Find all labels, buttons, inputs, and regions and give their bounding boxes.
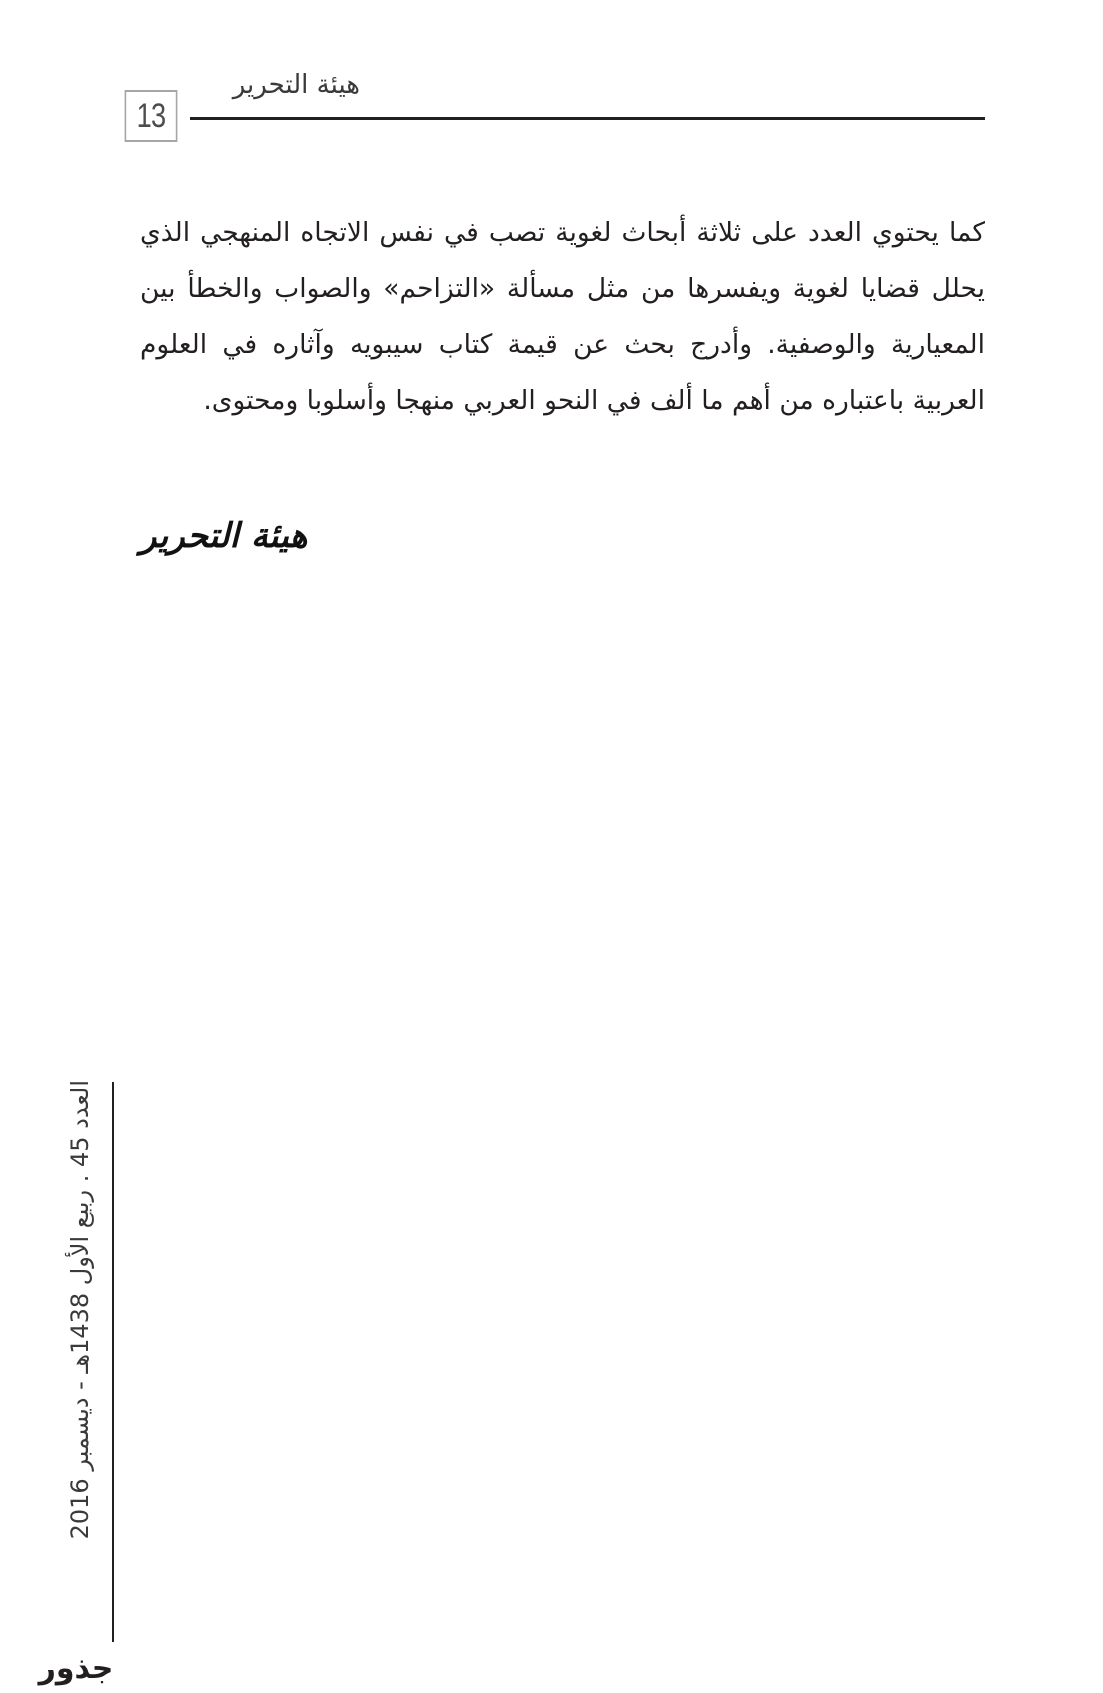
signature: هيئة التحرير <box>140 516 308 556</box>
side-rule <box>112 1082 114 1642</box>
page-number: 13 <box>125 90 178 142</box>
header-rule <box>190 117 985 120</box>
running-header-title: هيئة التحرير <box>232 70 360 100</box>
journal-logo: جذور <box>38 1651 114 1686</box>
body-paragraph: كما يحتوي العدد على ثلاثة أبحاث لغوية تصب في نفس الاتجاه المنهجي الذي يحلل قضايا لغوية ويفسرها من مثل مسألة «التزاحم» والصواب والخطأ بين المعيارية والوصفية. وأدرج بحث عن قيمة كتاب سيبويه وآثاره في العلوم العربية باعتباره من أهم ما ألف في النحو العربي منهجا وأسلوبا ومحتوى. <box>140 217 985 416</box>
issue-caption: العدد 45 . ربيع الأول 1438هـ - ديسمبر 2016 <box>66 1080 94 1540</box>
